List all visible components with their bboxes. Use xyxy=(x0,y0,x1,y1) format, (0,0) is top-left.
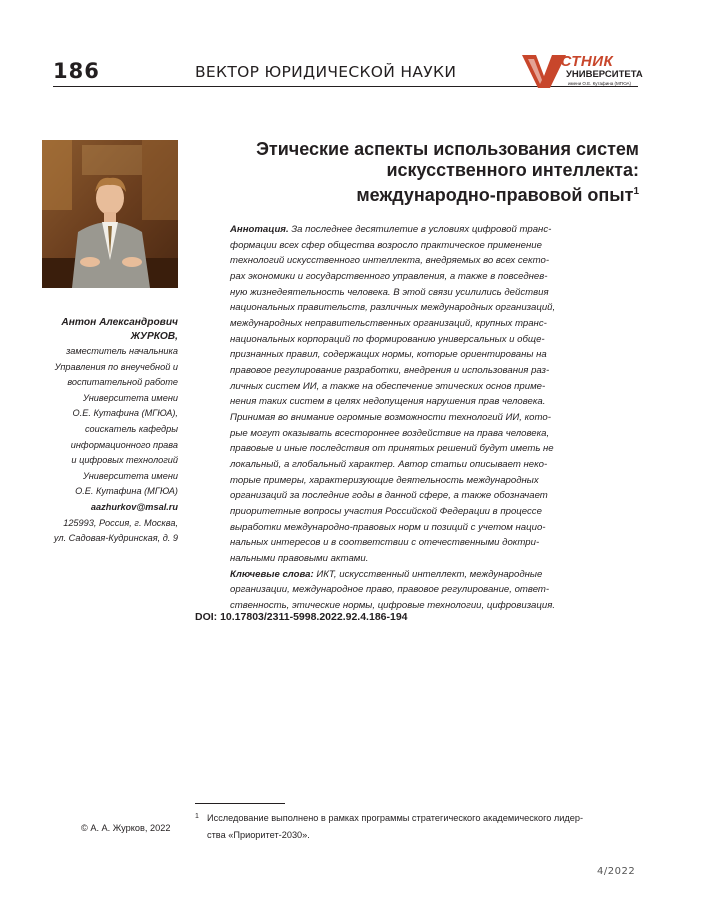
abstract-line: нальными правовыми актами. xyxy=(230,553,369,565)
journal-logo xyxy=(520,52,643,90)
author-info xyxy=(36,316,178,547)
abstract-line: локальный, а глобальный характер. Автор статьи описывает неко- xyxy=(230,459,548,471)
author-email[interactable]: aazhurkov@msal.ru xyxy=(90,501,178,512)
logo-line-2: УНИВЕРСИТЕТА xyxy=(566,69,643,80)
footnote-line: ства «Приоритет-2030». xyxy=(207,830,310,840)
issue-number: 4/2022 xyxy=(597,866,636,877)
footnote-rule xyxy=(195,803,285,804)
affiliation-line: информационного права xyxy=(70,439,178,450)
title-footnote-mark: 1 xyxy=(633,186,639,197)
keywords-line: организации, международное право, правовое регулирование, ответ- xyxy=(230,584,550,596)
keywords-label: Ключевые слова: xyxy=(230,568,314,580)
abstract-line: международных неправительственных организаций, крупных транс- xyxy=(230,318,547,330)
abstract-line: рах экономики и государственного управления, а также в повседнев- xyxy=(230,271,548,283)
title-line-text: международно-правовой опыт xyxy=(356,185,634,205)
keywords-line xyxy=(230,567,605,583)
abstract-line: формации всех сфер общества возросло практическое применение xyxy=(230,239,542,251)
abstract xyxy=(230,222,605,614)
affiliation-line: заместитель начальника xyxy=(66,346,178,356)
logo-line-1: ЕСТНИК xyxy=(550,53,614,70)
affiliation-line: Университета имени xyxy=(82,392,178,403)
abstract-line: правовые и иные последствия от принятых решений будут иметь не xyxy=(230,443,554,455)
affiliation-line: соискатель кафедры xyxy=(84,423,178,434)
abstract-line: Принимая во внимание огромные возможности технологий ИИ, кото- xyxy=(230,412,551,424)
address-line: 125993, Россия, г. Москва, xyxy=(63,517,178,528)
keywords-line: ственность, этические нормы, цифровые технологии, цифровизация. xyxy=(230,600,556,612)
abstract-line: технологий искусственного интеллекта, внедряемых во всех секто- xyxy=(230,255,550,267)
abstract-line: правовое регулирование разработки, внедрения и использования раз- xyxy=(230,365,550,377)
journal-name: ВЕКТОР ЮРИДИЧЕСКОЙ НАУКИ xyxy=(195,63,457,81)
abstract-line: рые могут оказывать всестороннее воздействие на права человека, xyxy=(230,427,550,439)
footnote-line: Исследование выполнено в рамках программы стратегического академического лидер- xyxy=(207,813,584,823)
affiliation-line: воспитательной работе xyxy=(67,377,178,388)
abstract-line: торые примеры, характеризующие деятельность международных xyxy=(230,474,539,486)
abstract-line: личных систем ИИ, а также на обеспечение этических основ приме- xyxy=(230,380,546,392)
affiliation-line: Университета имени xyxy=(82,470,178,481)
page-number: 186 xyxy=(53,59,100,83)
abstract-line xyxy=(230,222,605,238)
abstract-line: национальных корпораций по формированию универсальных и обще- xyxy=(230,333,545,345)
author-photo xyxy=(42,140,178,288)
abstract-line: ную жизнедеятельность человека. В этой связи усилились действия xyxy=(230,286,549,298)
address-line: ул. Садовая-Кудринская, д. 9 xyxy=(53,533,178,544)
affiliation-line: Управления по внеучебной и xyxy=(54,361,178,372)
copyright: © А. А. Журков, 2022 xyxy=(81,823,171,833)
abstract-line: приоритетные вопросы участия Российской Федерации в процессе xyxy=(230,506,542,518)
article-title xyxy=(239,139,639,206)
abstract-line: нальных интересов и в соответствии с отечественными доктри- xyxy=(230,537,540,549)
title-line: искусственного интеллекта: xyxy=(386,160,639,180)
abstract-line: признанных правил, содержащих нормы, которые ориентированы на xyxy=(230,349,547,361)
doi[interactable]: DOI: 10.17803/2311-5998.2022.92.4.186-194 xyxy=(195,611,408,623)
author-name-line1: Антон Александрович xyxy=(61,317,178,328)
title-line: Этические аспекты использования систем xyxy=(256,139,639,159)
keywords-text: ИКТ, искусственный интеллект, международные xyxy=(313,568,543,580)
abstract-line: нения таких систем в целях недопущения нарушения прав человека. xyxy=(230,396,546,408)
footnote-mark: 1 xyxy=(195,813,199,820)
author-name-line2: ЖУРКОВ, xyxy=(130,331,178,342)
affiliation-line: О.Е. Кутафина (МГЮА) xyxy=(75,486,178,497)
affiliation-line: и цифровых технологий xyxy=(71,455,178,466)
affiliation-line: О.Е. Кутафина (МГЮА), xyxy=(72,408,178,419)
abstract-line: национальных правительств, различных международных организаций, xyxy=(230,302,556,314)
abstract-line: организаций за последние годы в данной сфере, а также обозначает xyxy=(230,490,548,502)
abstract-label: Аннотация. xyxy=(230,224,289,235)
title-line xyxy=(239,181,639,206)
footnote xyxy=(195,810,640,844)
abstract-text: За последнее десятилетие в условиях цифровой транс- xyxy=(288,224,552,235)
abstract-line: выработки международно-правовых норм и позиций с учетом нацио- xyxy=(230,521,546,533)
logo-line-3: имени О.Е. Кутафина (МГЮА) xyxy=(568,81,632,86)
